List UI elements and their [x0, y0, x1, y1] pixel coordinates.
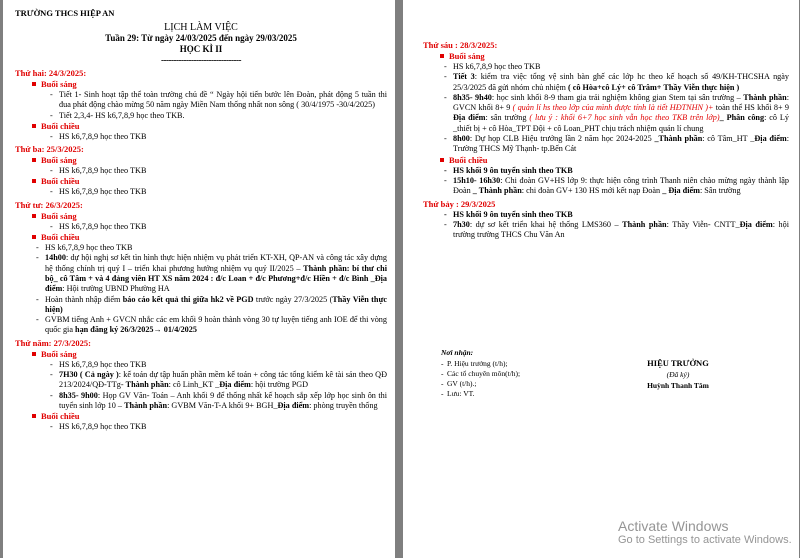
session-morning: Buổi sáng: [41, 155, 387, 166]
day-title-friday: Thứ sáu : 28/3/2025:: [423, 40, 498, 50]
document-page-right: [403, 0, 799, 558]
event-time: 7h30: [453, 219, 470, 229]
schedule-week: Tuần 29: Từ ngày 24/03/2025 đến ngày 29/03/2025: [105, 33, 297, 43]
recipient-item: - Các tổ chuyên môn(t/h);: [441, 369, 520, 379]
list-item: - HS k6,7,8,9 học theo TKB: [59, 222, 387, 232]
day-title-wednesday: Thứ tư: 26/3/2025:: [15, 199, 83, 210]
session-afternoon: Buổi chiều: [41, 176, 387, 187]
list-item: - HS k6,7,8,9 học theo TKB: [45, 243, 387, 253]
recipients-block: [441, 348, 520, 399]
list-item: - HS khối 9 ôn tuyển sinh theo TKB: [453, 166, 789, 176]
list-item: - 8h00: Dự họp CLB Hiệu trưởng lần 2 năm học 2024-2025 _Thành phần: cô Tâm_HT _Địa điểm: Trường THCS Mỹ Thạnh- tp.Bến Cát: [453, 134, 789, 155]
recipient-item: - GV (t/h).;: [441, 379, 520, 389]
session-afternoon: Buổi chiều: [449, 155, 789, 166]
session-morning: Buổi sáng: [41, 79, 387, 90]
session-morning: Buổi sáng: [41, 349, 387, 360]
schedule-header: [15, 22, 387, 66]
list-item: - 8h35- 9h40: học sinh khối 8-9 tham gia trải nghiệm không gian Stem tại sân trường – Thành phần: GVCN khối 8+ 9 ( quản lí hs theo lớp của mình được tính là tiết HĐTNHN )+ toàn thể HS khối 8+ 9 Địa điểm: sân trường ( lưu ý : khối 6+7 học sinh vẫn học theo TKB trên lớp)_ Phân công: cô Lý _thiết bị + cô Hòa_TPT Đội + cô Loan_PHT chịu trách nhiệm quản lí chung: [453, 93, 789, 134]
session-afternoon: Buổi chiều: [41, 121, 387, 132]
list-item: - Tiết 3: kiểm tra việc tổng vệ sinh bàn ghế các lớp hc theo kế hoạch số 49/KH-THCSHA ngày 25/3/2025 đã gửi nhóm chủ nhiệm ( cô Hòa+cô Lý+ cô Trâm+ Thầy Viễn thực hiện ): [453, 72, 789, 93]
list-item: - HS k6,7,8,9 học theo TKB: [59, 132, 387, 142]
list-item: - HS k6,7,8,9 học theo TKB: [453, 62, 789, 72]
session-morning: Buổi sáng: [41, 211, 387, 222]
school-name: TRƯỜNG THCS HIỆP AN: [15, 8, 115, 18]
session-morning: Buổi sáng: [449, 51, 789, 62]
list-item: - 15h10- 16h30: Chi đoàn GV+HS lớp 9: thực hiện công trình Thanh niên chào mừng ngày thành lập Đoàn _ Thành phần: chi đoàn GV+ 130 HS mới kết nạp Đoàn _ Địa điểm: Sân trường: [453, 176, 789, 197]
list-item: - Tiết 2,3,4- HS k6,7,8,9 học theo TKB.: [59, 111, 387, 121]
recipient-item: - P. Hiệu trưởng (t/h);: [441, 359, 520, 369]
session-afternoon: Buổi chiều: [41, 411, 387, 422]
event-time: 7H30 ( Cả ngày ): [59, 370, 119, 380]
list-item: - 7H30 ( Cả ngày ): kế toán dự tập huấn phần mềm kế toán + công tác tổng kiểm kê tài sản theo QĐ 213/2024/QĐ-TTg- Thành phần: cô Linh_KT _Địa điểm: hội trường PGD: [59, 370, 387, 391]
list-item: - HS khối 9 ôn tuyển sinh theo TKB: [453, 210, 789, 220]
signature-role: HIỆU TRƯỞNG: [647, 358, 709, 368]
schedule-semester: HỌC KÌ II: [179, 44, 223, 54]
document-page-left: [3, 0, 395, 558]
day-title-saturday: Thứ bảy : 29/3/2025: [423, 198, 496, 209]
event-time: 14h00: [45, 253, 66, 263]
schedule-title: LỊCH LÀM VIỆC: [164, 22, 238, 33]
list-item: - HS k6,7,8,9 học theo TKB: [59, 422, 387, 432]
session-afternoon: Buổi chiều: [41, 232, 387, 243]
list-item: - Tiết 1- Sinh hoạt tập thể toàn trường chủ đề “ Ngày hội tiến bước lên Đoàn, phát động 5 tuần thi đua phát động chào mừng 50 năm ngày Miền Nam thống nhất non sông ( 30/4/1975 -30/4/2025): [59, 90, 387, 111]
recipients-title: Nơi nhận:: [441, 348, 474, 357]
signature-status: (Đã ký): [666, 370, 690, 379]
list-item: - HS k6,7,8,9 học theo TKB: [59, 166, 387, 176]
day-title-thursday: Thứ năm: 27/3/2025:: [15, 337, 91, 348]
list-item: - HS k6,7,8,9 học theo TKB: [59, 187, 387, 197]
recipient-item: - Lưu: VT.: [441, 389, 520, 399]
list-item: - 8h35- 9h00: Họp GV Văn- Toán – Anh khối 9 để thống nhất kế hoạch sắp xếp lớp học sinh ôn thi tuyển sinh lớp 10 – Thành phần: GVBM Văn-T-A khối 9+ BGH_Địa điểm: phòng truyền thống: [59, 391, 387, 412]
signature-name: Huỳnh Thanh Tâm: [647, 381, 709, 390]
event-time: Tiết 3: [453, 72, 475, 82]
list-item: - 14h00: dự hội nghị sơ kết tìn hình thực hiện nhiệm vụ phát triển KT-XH, QP-AN và công tác xây dựng hệ thống chính trị quý I – triển khai phương hướng nhiệm vụ quý II/2025 – Thành phần: bí thư chi bộ_ cô Tâm + và 4 đảng viên HT XS năm 2024 : đ/c Loan + đ/c Phương+đ/c Hiền + đ/c Bình _Địa điểm: Hội trường UBND Phường HA: [45, 253, 387, 294]
list-item: - 7h30: dự sơ kết triển khai hệ thống LMS360 – Thành phần: Thầy Viễn- CNTT_Địa điểm: hội trường trường THCS Chu Văn An: [453, 220, 789, 241]
watermark-subtitle: Go to Settings to activate Windows.: [618, 534, 792, 546]
day-title-tuesday: Thứ ba: 25/3/2025:: [15, 144, 84, 155]
event-time: 15h10- 16h30: [453, 175, 501, 185]
day-title-monday: Thứ hai: 24/3/2025:: [15, 68, 87, 78]
signature-block: [623, 358, 733, 391]
header-divider: --------------------------------: [161, 55, 241, 65]
list-item: - GVBM tiếng Anh + GVCN nhắc các em khối 9 hoàn thành vòng 30 tự luyện tiếng anh IOE để thi vòng quốc gia hạn đăng ký 26/3/2025→ 01/4/2025: [45, 315, 387, 336]
activate-windows-watermark: [618, 518, 792, 546]
list-item: - HS k6,7,8,9 học theo TKB: [59, 360, 387, 370]
event-time: 8h00: [453, 134, 470, 144]
event-time: 8h35- 9h00: [59, 390, 98, 400]
event-time: 8h35- 9h40: [453, 92, 492, 102]
watermark-title: Activate Windows: [618, 518, 729, 534]
list-item: - Hoàn thành nhập điểm báo cáo kết quả thi giữa hk2 về PGD trước ngày 27/3/2025 (Thầy Viễn thực hiện): [45, 295, 387, 316]
